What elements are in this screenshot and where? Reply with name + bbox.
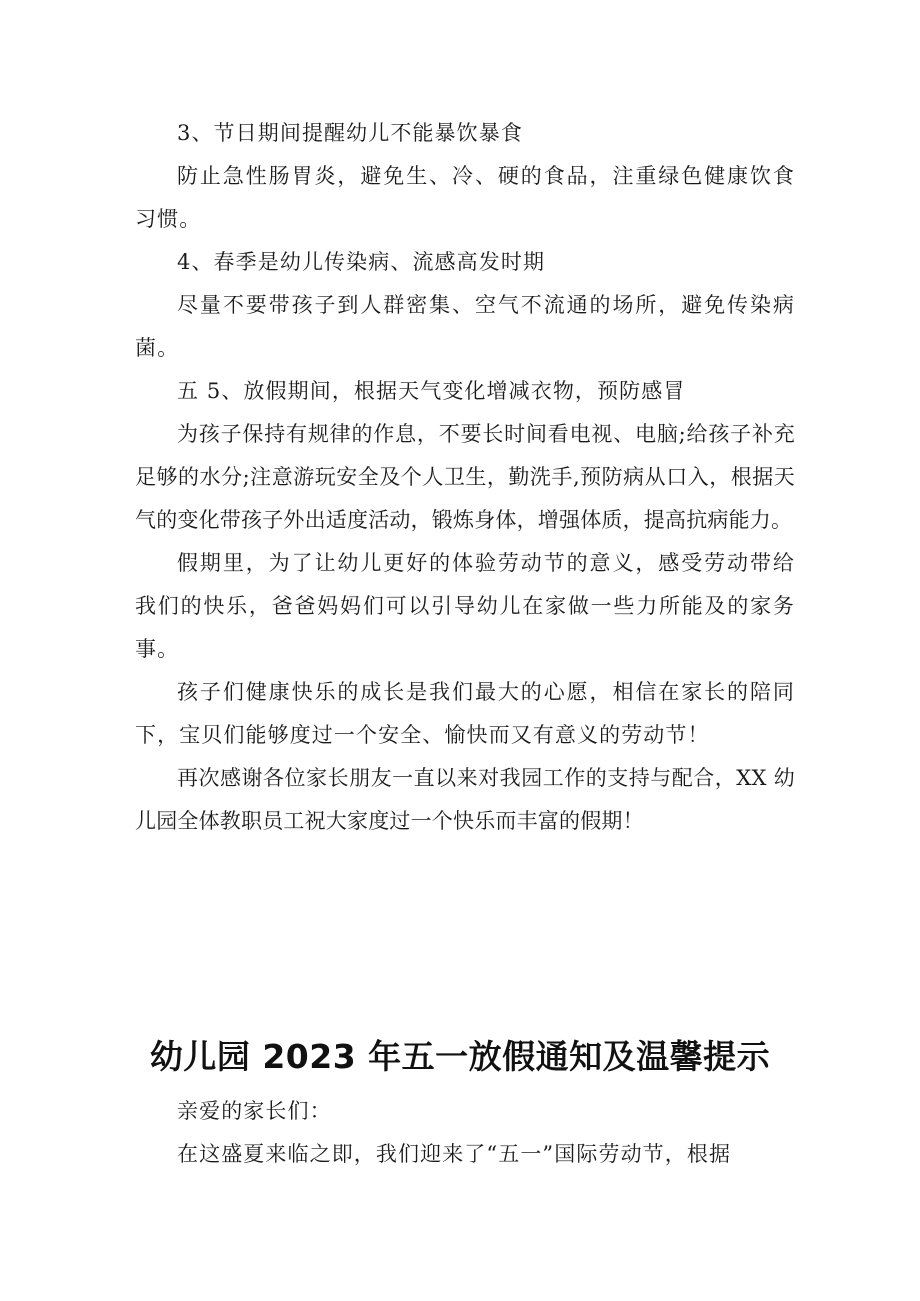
paragraph-tip-4-heading: 4、春季是幼儿传染病、流感高发时期 [177, 250, 546, 274]
paragraph-tip-5-heading: 五 5、放假期间，根据天气变化增减衣物，预防感冒 [177, 379, 686, 403]
paragraph-tip-3-heading: 3、节日期间提醒幼儿不能暴饮暴食 [177, 121, 523, 145]
paragraph-tip-4-body: 尽量不要带孩子到人群密集、空气不流通的场所，避免传染病菌。 [135, 293, 795, 360]
paragraph-intro: 在这盛夏来临之即，我们迎来了“五一”国际劳动节，根据 [177, 1142, 732, 1166]
paragraph-housework: 假期里，为了让幼儿更好的体验劳动节的意义，感受劳动带给我们的快乐，爸爸妈妈们可以引导幼儿在家做一些力所能及的家务事。 [135, 551, 795, 661]
section-body [135, 1090, 795, 1176]
section-title: 幼儿园 2023 年五一放假通知及温馨提示 [149, 1037, 771, 1076]
paragraph-wish: 孩子们健康快乐的成长是我们最大的心愿，相信在家长的陪同下，宝贝们能够度过一个安全、愉快而又有意义的劳动节！ [135, 680, 795, 747]
paragraph-greeting: 亲爱的家长们： [177, 1099, 332, 1123]
document-body [135, 112, 795, 843]
paragraph-tip-5-body: 为孩子保持有规律的作息，不要长时间看电视、电脑;给孩子补充足够的水分;注意游玩安全及个人卫生，勤洗手,预防病从口入，根据天气的变化带孩子外出适度活动，锻炼身体，增强体质，提高抗病能力。 [135, 422, 795, 532]
paragraph-thanks: 再次感谢各位家长朋友一直以来对我园工作的支持与配合，XX 幼儿园全体教职员工祝大家度过一个快乐而丰富的假期！ [135, 766, 795, 833]
paragraph-tip-3-body: 防止急性肠胃炎，避免生、冷、硬的食品，注重绿色健康饮食习惯。 [135, 164, 795, 231]
